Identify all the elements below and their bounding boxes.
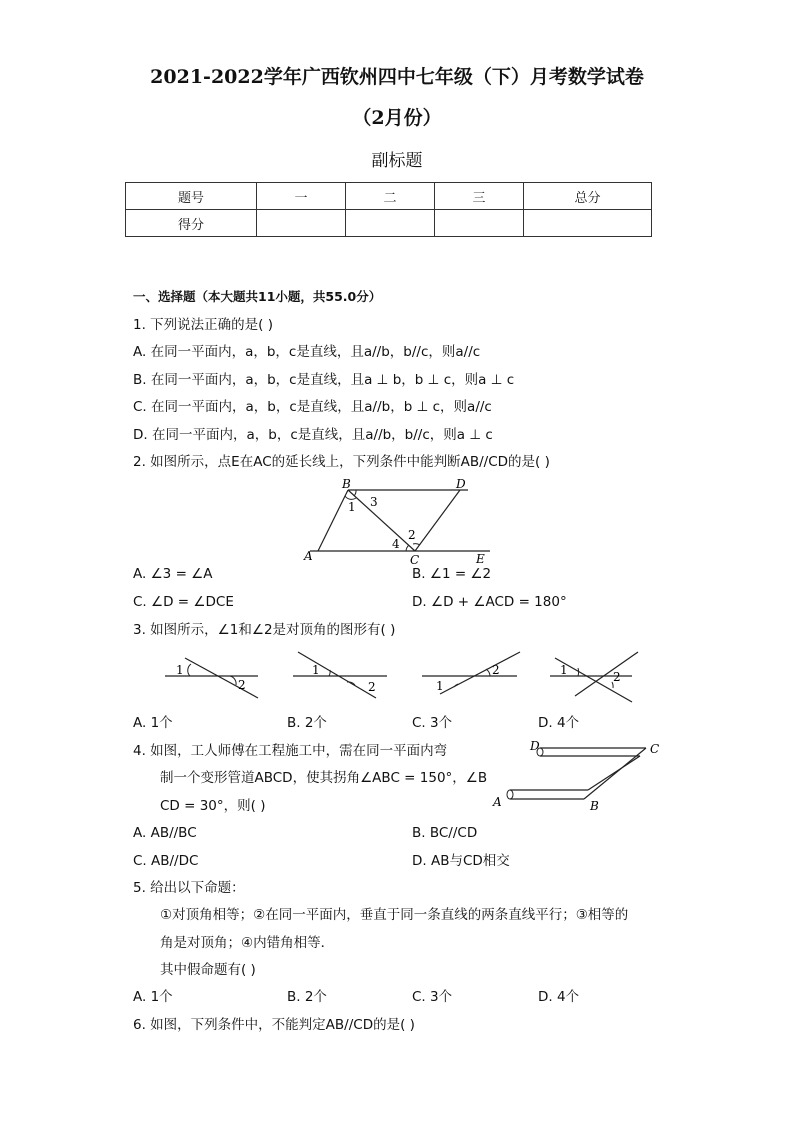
pipe-a-end [507,790,513,799]
q2-option-d: D. ∠D + ∠ACD = 180° [412,594,567,610]
score-cell-label: 题号 [126,183,257,210]
fig2-transversal [298,652,376,698]
q4-option-c: C. AB//DC [133,853,199,869]
q3-figure-1 [165,658,258,698]
line-bc [348,490,415,551]
line-cd [415,490,460,551]
q6-stem: 6. 如图，下列条件中，不能判定AB//CD的是( ) [133,1017,415,1033]
fig1-label-1: 1 [176,663,184,677]
fig1-arc-1 [188,664,191,676]
score-cell-section-1: 一 [257,183,346,210]
q5-option-c: C. 3个 [412,989,453,1005]
score-table [125,182,652,237]
score-input-total [524,210,652,237]
score-cell-section-3: 三 [435,183,524,210]
fig3-arc-2 [486,669,490,676]
q3-stem: 3. 如图所示，∠1和∠2是对顶角的图形有( ) [133,622,396,638]
q4-option-d: D. AB与CD相交 [412,853,510,869]
score-cell-score-label: 得分 [126,210,257,237]
label-e: E [476,552,485,566]
label-b: B [590,799,599,812]
fig2-label-1: 1 [312,663,320,677]
angle-arc-4 [406,545,409,551]
fig4-arc-1 [578,668,579,676]
score-input-3 [435,210,524,237]
q4-stem-line3: CD = 30°，则( ) [160,798,266,814]
q3-figures [150,644,650,710]
q1-option-c: C. 在同一平面内，a，b，c是直线，且a//b，b ⊥ c，则a//c [133,399,492,415]
fig3-label-2: 2 [492,663,500,677]
q3-option-b: B. 2个 [287,715,327,731]
fig2-label-2: 2 [368,680,376,694]
score-input-1 [257,210,346,237]
q5-option-a: A. 1个 [133,989,173,1005]
q3-figure-2 [293,652,387,698]
q2-option-c: C. ∠D = ∠DCE [133,594,234,610]
exam-title: 2021-2022学年广西钦州四中七年级（下）月考数学试卷 [150,66,644,88]
label-b: B [342,477,351,491]
fig4-label-1: 1 [560,663,568,677]
q1-option-b: B. 在同一平面内，a，b，c是直线，且a ⊥ b，b ⊥ c，则a ⊥ c [133,372,515,388]
label-a: A [304,549,313,563]
q5-stem: 5. 给出以下命题： [133,880,245,896]
fig3-label-1: 1 [436,679,444,693]
q4-stem-line2: 制一个变形管道ABCD，使其拐角∠ABC = 150°，∠B [160,770,488,786]
line-ab [318,490,348,551]
q5-option-d: D. 4个 [538,989,580,1005]
q2-stem: 2. 如图所示，点E在AC的延长线上，下列条件中能判断AB//CD的是( ) [133,454,550,470]
fig4-label-2: 2 [613,670,621,684]
q3-option-a: A. 1个 [133,715,173,731]
score-cell-total: 总分 [524,183,652,210]
label-d: D [456,477,466,491]
score-cell-section-2: 二 [346,183,435,210]
score-input-2 [346,210,435,237]
angle-arc-2 [413,544,420,545]
section-heading: 一、选择题（本大题共11小题，共55.0分） [133,289,382,304]
q5-propositions-line1: ①对顶角相等；②在同一平面内，垂直于同一条直线的两条直线平行；③相等的 [160,907,629,923]
angle-label-1: 1 [348,500,356,514]
exam-subtitle: 副标题 [371,151,423,171]
label-a: A [493,795,502,809]
pipe-bc-inner [588,756,640,790]
q3-option-d: D. 4个 [538,715,580,731]
q1-stem: 1. 下列说法正确的是( ) [133,317,273,333]
q3-figure-4 [550,652,638,702]
q2-figure [300,476,500,568]
q1-option-d: D. 在同一平面内，a，b，c是直线，且a//b，b//c，则a ⊥ c [133,427,493,443]
q5-option-b: B. 2个 [287,989,327,1005]
label-d: D [530,739,540,753]
q5-propositions-line2: 角是对顶角；④内错角相等． [160,935,335,951]
q4-option-a: A. AB//BC [133,825,197,841]
angle-label-4: 4 [392,537,400,551]
angle-label-3: 3 [370,495,378,509]
q2-option-a: A. ∠3 = ∠A [133,566,213,582]
fig1-label-2: 2 [238,678,246,692]
label-c: C [410,553,420,567]
q2-option-b: B. ∠1 = ∠2 [412,566,492,582]
angle-arc-3 [354,490,356,496]
angle-label-2: 2 [408,528,416,542]
label-c: C [650,742,660,756]
q4-option-b: B. BC//CD [412,825,478,841]
q3-option-c: C. 3个 [412,715,453,731]
fig4-line-2 [575,652,638,696]
q1-option-a: A. 在同一平面内，a，b，c是直线，且a//b，b//c，则a//c [133,344,481,360]
q5-question: 其中假命题有( ) [160,962,256,978]
q3-figure-3 [422,652,520,694]
exam-title-month: （2月份） [352,107,442,129]
fig1-transversal [185,658,258,698]
score-table-header-row [126,183,652,210]
score-table-score-row [126,210,652,237]
fig3-transversal [440,652,520,694]
q4-figure [488,736,668,812]
q4-stem-line1: 4. 如图，工人师傅在工程施工中，需在同一平面内弯 [133,743,448,759]
